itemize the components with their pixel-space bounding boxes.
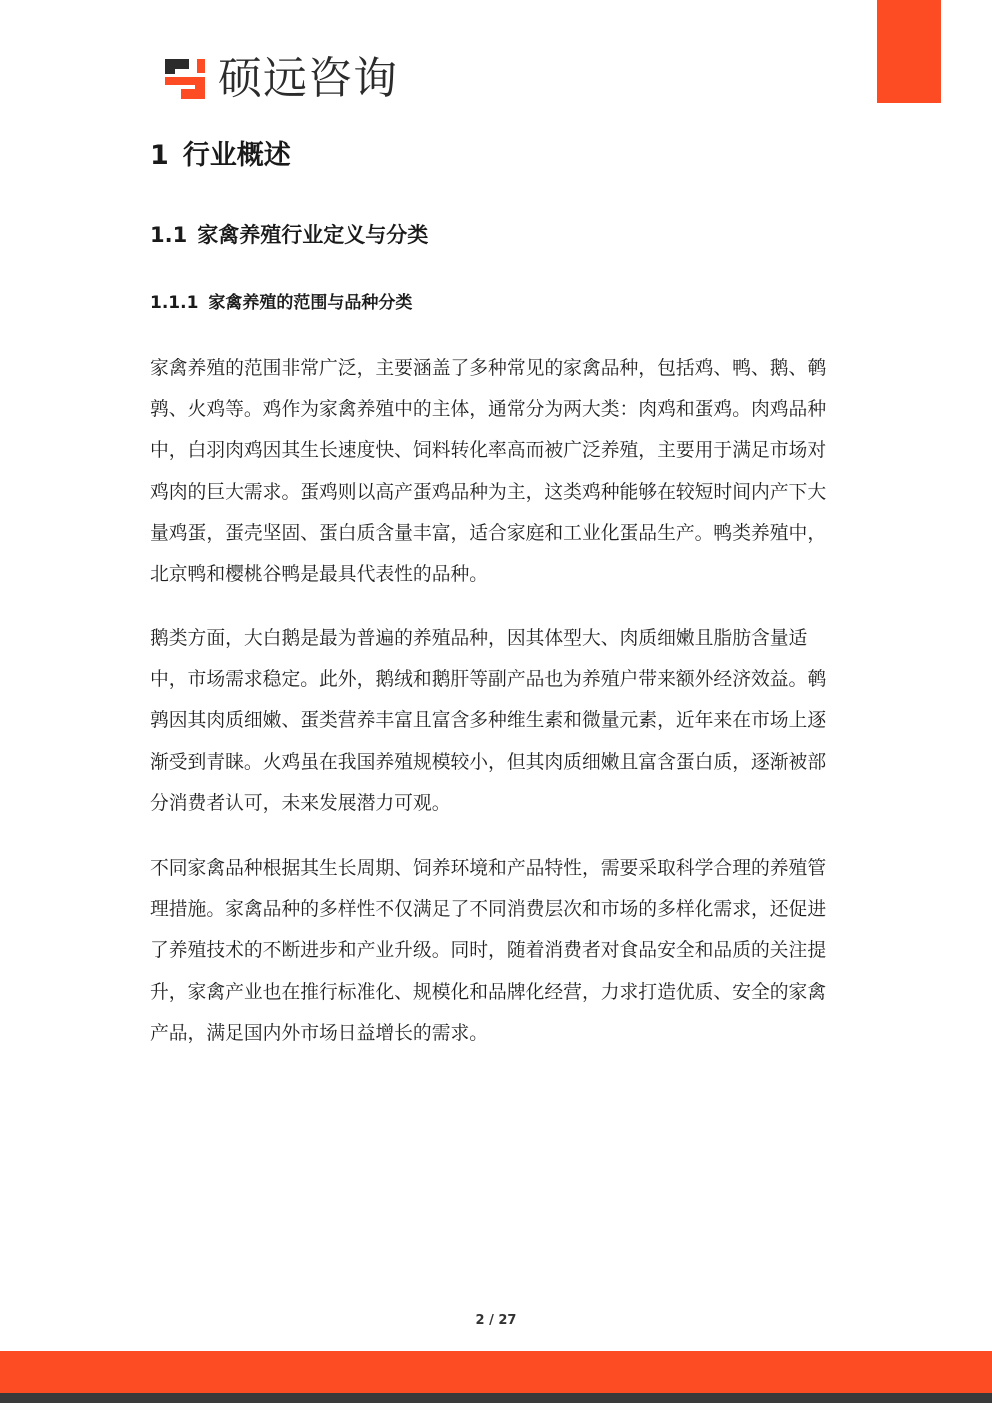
section-heading-3 <box>150 289 412 317</box>
heading-number: 1 <box>150 140 169 171</box>
body-paragraph: 鹅类方面，大白鹅是最为普遍的养殖品种，因其体型大、肉质细嫩且脂肪含量适中，市场需求稳定。此外，鹅绒和鹅肝等副产品也为养殖户带来额外经济效益。鹌鹑因其肉质细嫩、蛋类营养丰富且富含多种维生素和微量元素，近年来在市场上逐渐受到青睐。火鸡虽在我国养殖规模较小，但其肉质细嫩且富含蛋白质，逐渐被部分消费者认可，未来发展潜力可观。 <box>150 628 827 814</box>
heading-title: 行业概述 <box>182 140 291 171</box>
company-name: 硕远咨询 <box>218 53 398 104</box>
body-paragraph: 不同家禽品种根据其生长周期、饲养环境和产品特性，需要采取科学合理的养殖管理措施。家禽品种的多样性不仅满足了不同消费层次和市场的多样化需求，还促进了养殖技术的不断进步和产业升级。同时，随着消费者对食品安全和品质的关注提升，家禽产业也在推行标准化、规模化和品牌化经营，力求打造优质、安全的家禽产品，满足国内外市场日益增长的需求。 <box>150 858 827 1044</box>
heading-number: 1.1.1 <box>150 293 199 313</box>
page-number: 2 / 27 <box>475 1313 517 1328</box>
heading-title: 家禽养殖行业定义与分类 <box>197 223 429 247</box>
heading-number: 1.1 <box>150 223 188 247</box>
section-heading-2 <box>150 218 428 252</box>
corner-accent-tab <box>877 0 941 103</box>
body-paragraph: 家禽养殖的范围非常广泛，主要涵盖了多种常见的家禽品种，包括鸡、鸭、鹅、鹌鹑、火鸡等。鸡作为家禽养殖中的主体，通常分为两大类：肉鸡和蛋鸡。肉鸡品种中，白羽肉鸡因其生长速度快、饲料转化率高而被广泛养殖，主要用于满足市场对鸡肉的巨大需求。蛋鸡则以高产蛋鸡品种为主，这类鸡种能够在较短时间内产下大量鸡蛋，蛋壳坚固、蛋白质含量丰富，适合家庭和工业化蛋品生产。鸭类养殖中，北京鸭和樱桃谷鸭是最具代表性的品种。 <box>150 358 827 586</box>
company-logo <box>162 54 398 104</box>
heading-title: 家禽养殖的范围与品种分类 <box>208 293 413 313</box>
sy-monogram-icon <box>162 56 208 102</box>
section-heading-1 <box>150 136 291 176</box>
footer-dark-strip <box>0 1393 992 1403</box>
footer-accent-bar <box>0 1351 992 1393</box>
